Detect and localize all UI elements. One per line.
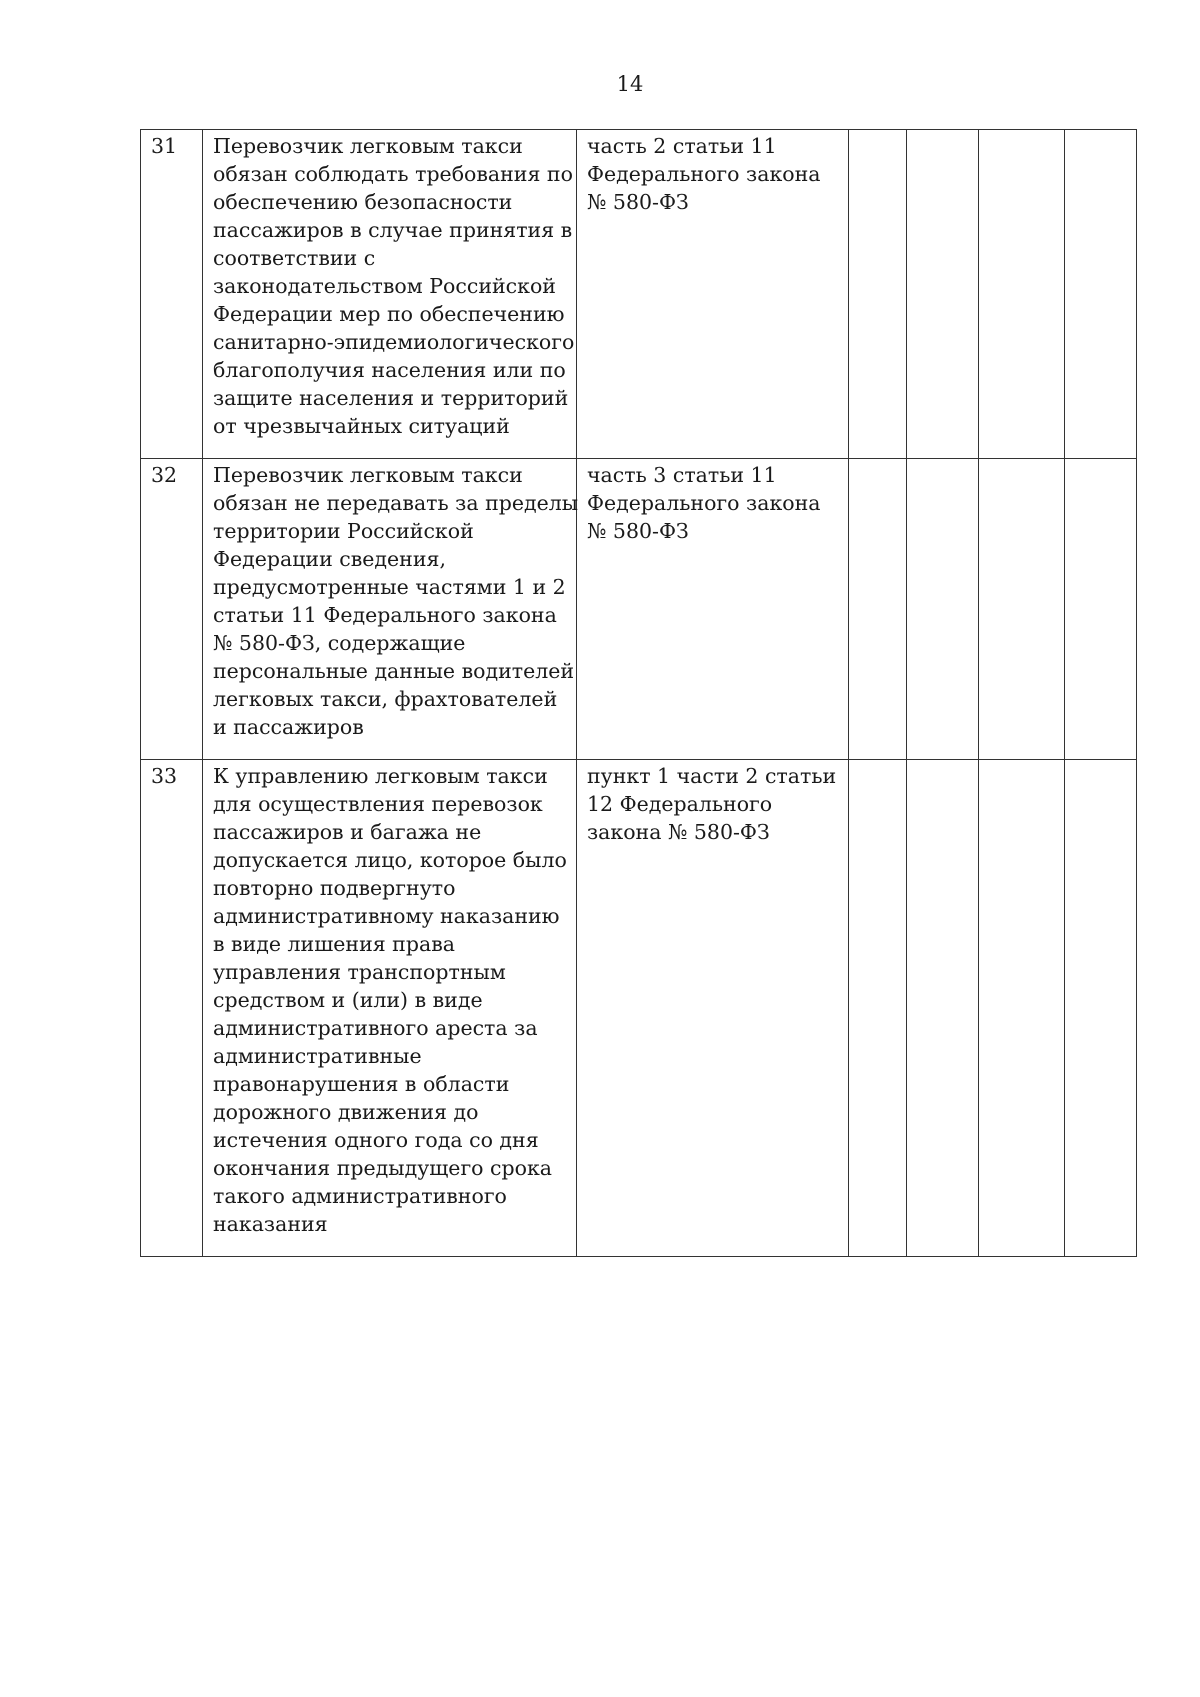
legal-reference-cell bbox=[577, 760, 849, 1257]
requirement-text-line: административному наказанию bbox=[213, 904, 560, 928]
requirement-text-line: Перевозчик легковым такси bbox=[213, 463, 523, 487]
legal-reference-text-line: 12 Федерального bbox=[587, 792, 773, 816]
requirement-text-line: предусмотренные частями 1 и 2 bbox=[213, 575, 566, 599]
requirement-text-line: административного ареста за bbox=[213, 1016, 538, 1040]
table-row bbox=[141, 130, 1137, 459]
requirement-text-line: такого административного bbox=[213, 1184, 507, 1208]
empty-answer-cell bbox=[849, 760, 907, 1257]
legal-reference-text-line: часть 2 статьи 11 bbox=[587, 134, 777, 158]
requirement-text-line: статьи 11 Федерального закона bbox=[213, 603, 557, 627]
page-number: 14 bbox=[616, 72, 644, 96]
requirement-text-line: санитарно-эпидемиологического bbox=[213, 330, 575, 354]
requirement-cell bbox=[203, 760, 577, 1257]
requirement-text-line: соответствии с bbox=[213, 246, 376, 270]
legal-reference-text-line: № 580-ФЗ bbox=[587, 190, 689, 214]
table-row bbox=[141, 459, 1137, 760]
requirement-text-line: Федерации сведения, bbox=[213, 547, 446, 571]
requirement-text-line: территории Российской bbox=[213, 519, 474, 543]
table-row bbox=[141, 760, 1137, 1257]
empty-answer-cell bbox=[907, 459, 979, 760]
requirement-text-line: средством и (или) в виде bbox=[213, 988, 483, 1012]
requirement-text-line: Перевозчик легковым такси bbox=[213, 134, 523, 158]
legal-reference-text-line: № 580-ФЗ bbox=[587, 519, 689, 543]
checklist-table bbox=[140, 129, 1137, 1257]
empty-answer-cell bbox=[907, 760, 979, 1257]
requirement-text-line: К управлению легковым такси bbox=[213, 764, 548, 788]
requirement-text-line: истечения одного года со дня bbox=[213, 1128, 539, 1152]
row-number: 31 bbox=[141, 130, 203, 459]
requirement-text-line: № 580-ФЗ, содержащие bbox=[213, 631, 466, 655]
empty-answer-cell bbox=[979, 760, 1065, 1257]
requirement-text-line: пассажиров в случае принятия в bbox=[213, 218, 573, 242]
requirement-text-line: благополучия населения или по bbox=[213, 358, 566, 382]
requirement-text-line: окончания предыдущего срока bbox=[213, 1156, 553, 1180]
row-number: 33 bbox=[141, 760, 203, 1257]
requirement-text-line: защите населения и территорий bbox=[213, 386, 569, 410]
requirement-text-line: легковых такси, фрахтователей bbox=[213, 687, 558, 711]
requirement-text-line: обязан не передавать за пределы bbox=[213, 491, 579, 515]
requirement-text-line: Федерации мер по обеспечению bbox=[213, 302, 565, 326]
requirement-text-line: обязан соблюдать требования по bbox=[213, 162, 573, 186]
requirement-text-line: от чрезвычайных ситуаций bbox=[213, 414, 510, 438]
requirement-text-line: дорожного движения до bbox=[213, 1100, 479, 1124]
requirement-text-line: для осуществления перевозок bbox=[213, 792, 543, 816]
legal-reference-cell bbox=[577, 130, 849, 459]
legal-reference-text-line: пункт 1 части 2 статьи bbox=[587, 764, 837, 788]
requirement-text-line: в виде лишения права bbox=[213, 932, 455, 956]
requirement-cell bbox=[203, 130, 577, 459]
empty-answer-cell bbox=[1065, 459, 1137, 760]
legal-reference-text-line: Федерального закона bbox=[587, 491, 821, 515]
empty-answer-cell bbox=[979, 459, 1065, 760]
empty-answer-cell bbox=[849, 130, 907, 459]
requirement-cell bbox=[203, 459, 577, 760]
empty-answer-cell bbox=[1065, 760, 1137, 1257]
empty-answer-cell bbox=[1065, 130, 1137, 459]
requirement-text-line: персональные данные водителей bbox=[213, 659, 575, 683]
requirement-text-line: административные bbox=[213, 1044, 422, 1068]
legal-reference-cell bbox=[577, 459, 849, 760]
requirement-text-line: наказания bbox=[213, 1212, 328, 1236]
legal-reference-text-line: часть 3 статьи 11 bbox=[587, 463, 777, 487]
requirement-text-line: законодательством Российской bbox=[213, 274, 556, 298]
empty-answer-cell bbox=[849, 459, 907, 760]
requirement-text-line: повторно подвергнуто bbox=[213, 876, 456, 900]
row-number: 32 bbox=[141, 459, 203, 760]
requirement-text-line: допускается лицо, которое было bbox=[213, 848, 567, 872]
legal-reference-text-line: закона № 580-ФЗ bbox=[587, 820, 770, 844]
requirement-text-line: и пассажиров bbox=[213, 715, 364, 739]
empty-answer-cell bbox=[979, 130, 1065, 459]
requirement-text-line: управления транспортным bbox=[213, 960, 506, 984]
empty-answer-cell bbox=[907, 130, 979, 459]
requirement-text-line: правонарушения в области bbox=[213, 1072, 510, 1096]
requirement-text-line: пассажиров и багажа не bbox=[213, 820, 482, 844]
legal-reference-text-line: Федерального закона bbox=[587, 162, 821, 186]
requirement-text-line: обеспечению безопасности bbox=[213, 190, 513, 214]
